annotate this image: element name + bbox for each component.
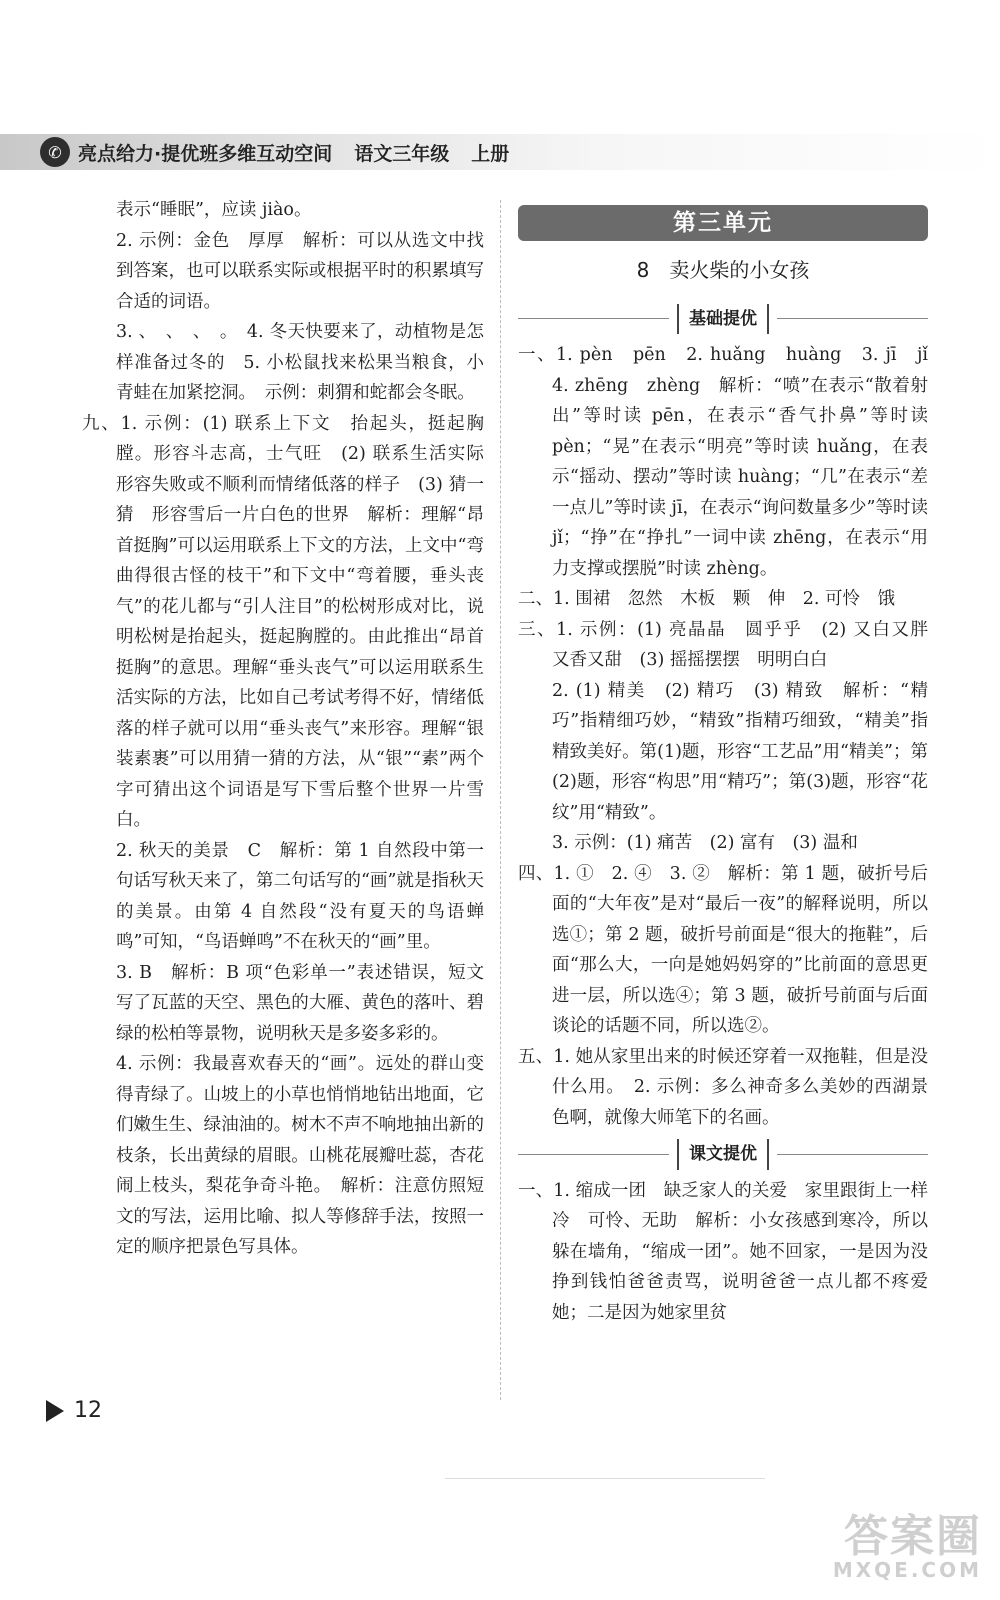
answer-paragraph: 3. 示例：(1) 痛苦 (2) 富有 (3) 温和: [552, 833, 858, 853]
brand-logo-icon: ✆: [40, 137, 70, 167]
unit-banner: 第三单元: [518, 205, 928, 241]
heading-rule: [777, 1154, 928, 1155]
section-label: 基础提优: [677, 304, 769, 335]
section-heading-basic: [518, 304, 928, 335]
page-number: [46, 1398, 102, 1423]
answer-paragraph: 二、1. 围裙 忽然 木板 颗 伸 2. 可怜 饿: [518, 589, 896, 609]
subject-label: 语文三年级: [354, 142, 450, 165]
answer-paragraph: 3. B 解析：B 项“色彩单一”表述错误，短文写了瓦蓝的天空、黑色的大雁、黄色的落叶、碧绿的松柏等景物，说明秋天是多姿多彩的。: [116, 962, 484, 1044]
basic-answers: [518, 340, 946, 1133]
section-heading-text: [518, 1139, 928, 1170]
answer-paragraph: 2. 秋天的美景 C 解析：第 1 自然段中第一句话写秋天来了，第二句话写的“画”就是指秋天的美景。由第 4 自然段“没有夏天的鸟语蝉鸣”可知，“鸟语蝉鸣”不在秋天的“画”里。: [116, 840, 484, 952]
page-number-text: 12: [74, 1398, 102, 1423]
answer-paragraph: 2. (1) 精美 (2) 精巧 (3) 精致 解析：“精巧”指精细巧妙，“精致”指精巧细致，“精美”指精致美好。第(1)题，形容“工艺品”用“精美”；第(2)题，形容“构思”用“精巧”；第(3)题，形容“花纹”用“精致”。: [552, 680, 928, 823]
brand-title: 亮点给力·提优班多维互动空间: [78, 142, 333, 165]
watermark: [833, 1500, 982, 1582]
answer-paragraph: 3. 、 、 、 。 4. 冬天快要来了，动植物是怎样准备过冬的 5. 小松鼠找来松果当粮食，小青蛙在加紧挖洞。 示例：刺猬和蛇都会冬眠。: [116, 322, 484, 403]
answer-paragraph: 表示“睡眠”，应读 jiào。: [116, 200, 312, 220]
footer-rule: [445, 1478, 765, 1479]
triangle-marker-icon: [46, 1400, 64, 1422]
section-label: 课文提优: [677, 1139, 769, 1170]
answer-paragraph: 九、1. 示例：(1) 联系上下文 抬起头，挺起胸膛。形容斗志高，士气旺 (2) 联系生活实际 形容失败或不顺利而情绪低落的样子 (3) 猜一猜 形容雪后一片白色的世界 解析：理解“昂首挺胸”可以运用联系上下文的方法，上文中“弯曲得很古怪的枝干”和下文中“弯着腰，垂头丧气”的花儿都与“引人注目”的松树形成对比，说明松树是抬起头，挺起胸膛的。由此推出“昂首挺胸”的意思。理解“垂头丧气”可以运用联系生活实际的方法，比如自己考试考得不好，情绪低落的样子就可以用“垂头丧气”来形容。理解“银装素裹”可以用猜一猜的方法，从“银”“素”两个字可猜出这个词语是写下雪后整个世界一片雪白。: [82, 413, 502, 830]
heading-rule: [518, 1154, 669, 1155]
column-divider: [500, 200, 501, 1400]
heading-rule: [777, 318, 928, 319]
watermark-url: MXQE.COM: [832, 1558, 982, 1582]
answer-paragraph: 4. 示例：我最喜欢春天的“画”。远处的群山变得青绿了。山坡上的小草也悄悄地钻出地面，它们嫩生生、绿油油的。树木不声不响地抽出新的枝条，长出黄绿的眉眼。山桃花展瓣吐蕊，杏花闹上枝头，梨花争奇斗艳。 解析：注意仿照短文的写法，运用比喻、拟人等修辞手法，按照一定的顺序把景色写具体。: [116, 1054, 484, 1257]
left-column: [82, 195, 502, 1263]
page-header: [40, 134, 509, 170]
volume-label: 上册: [471, 142, 510, 165]
answer-paragraph: 三、1. 示例：(1) 亮晶晶 圆乎乎 (2) 又白又胖 又香又甜 (3) 摇摇摆摆 明明白白: [518, 619, 946, 670]
answer-paragraph: 2. 示例：金色 厚厚 解析：可以从选文中找到答案，也可以联系实际或根据平时的积累填写合适的词语。: [116, 230, 484, 312]
answer-paragraph: 一、1. 缩成一团 缺乏家人的关爱 家里跟街上一样冷 可怜、无助 解析：小女孩感到寒冷，所以躲在墙角，“缩成一团”。她不回家，一是因为没挣到钱怕爸爸责骂，说明爸爸一点儿都不疼爱她；二是因为她家里贫: [518, 1180, 928, 1323]
answer-paragraph: 一、1. pèn pēn 2. huǎng huàng 3. jī jǐ 4. zhēng zhèng 解析：“喷”在表示“散着射出”等时读 pēn，在表示“香气扑鼻”等时读 pèn；“晃”在表示“明亮”等时读 huǎng，在表示“摇动、摆动”等时读 huàng；“几”在表示“差一点儿”等时读 jī，在表示“询问数量多少”等时读 jǐ；“挣”在“挣扎”一词中读 zhēng，在表示“用力支撑或摆脱”时读 zhèng。: [518, 345, 946, 579]
text-answers: [518, 1176, 928, 1329]
right-column: [518, 195, 946, 1328]
answer-paragraph: 四、1. ① 2. ④ 3. ② 解析：第 1 题，破折号后面的“大年夜”是对“最后一夜”的解释说明，所以选①；第 2 题，破折号前面是“很大的拖鞋”，后面“那么大，一向是她妈妈穿的”比前面的意思更进一层，所以选④；第 3 题，破折号前面与后面谈论的话题不同，所以选②。: [518, 863, 928, 1036]
lesson-title: 8 卖火柴的小女孩: [636, 258, 810, 282]
heading-rule: [518, 318, 669, 319]
watermark-title: 答案圈: [844, 1511, 982, 1562]
answer-paragraph: 五、1. 她从家里出来的时候还穿着一双拖鞋，但是没什么用。 2. 示例：多么神奇多么美妙的西湖景色啊，就像大师笔下的名画。: [518, 1046, 928, 1128]
